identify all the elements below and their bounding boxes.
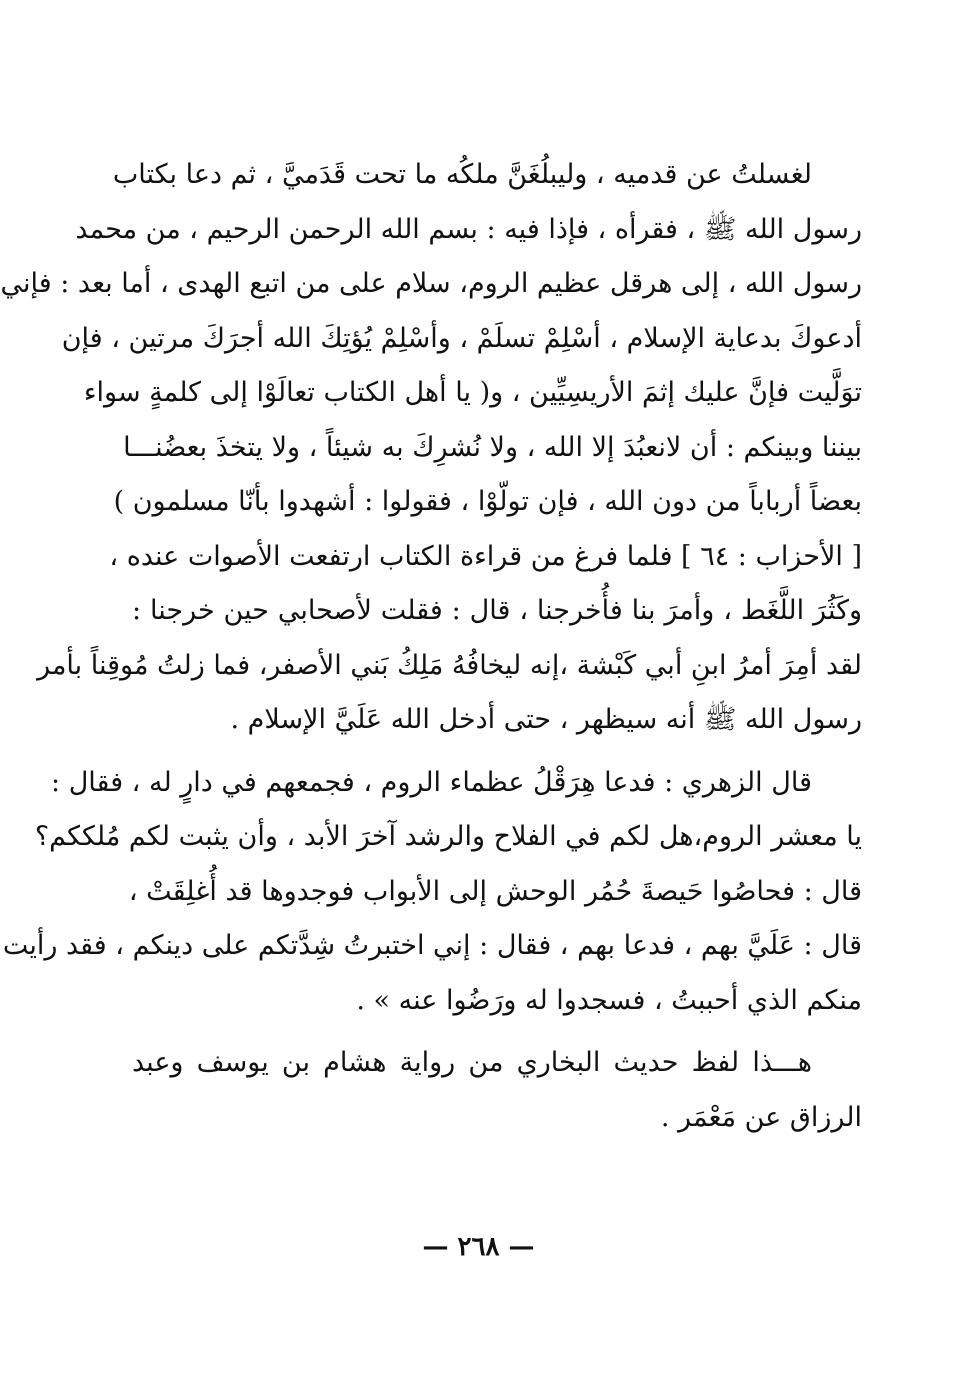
paragraph-letter-text <box>0 148 862 748</box>
text-line: توَلَّيت فإنَّ عليك إثمَ الأريسِيِّين ، و( يا أهل الكتاب تعالَوْا إلى كلمةٍ سواء <box>83 377 862 408</box>
text-line: يا معشر الروم،هل لكم في الفلاح والرشد آخرَ الأبد ، وأن يثبت لكم مُلككم؟ <box>34 821 862 852</box>
paragraph-gap <box>132 1028 862 1036</box>
text-line: قال الزهري : فدعا هِرَقْلُ عظماء الروم ، فجمعهم في دارٍ له ، فقال : <box>51 766 812 798</box>
text-line: الرزاق عن مَعْمَر . <box>660 1101 862 1133</box>
text-line: قال : فحاصُوا حَيصةَ حُمُر الوحش إلى الأبواب فوجدوها قد أُغلِقَتْ ، <box>128 875 862 907</box>
text-line: هـــذا لفظ حديث البخاري من رواية هشام بن يوسف وعبد <box>132 1047 812 1078</box>
text-line: لغسلتُ عن قدميه ، وليبلُغَنَّ ملكُه ما تحت قَدَميَّ ، ثم دعا بكتاب <box>112 159 812 190</box>
text-line: رسول الله ﷺ أنه سيظهر ، حتى أدخل الله عَلَيَّ الإسلام . <box>230 704 862 735</box>
text-line: بعضاً أرباباً من دون الله ، فإن تولّوْا ، فقولوا : أشهدوا بأنّا مسلمون ) <box>113 486 862 517</box>
text-line: رسول الله ﷺ ، فقرأه ، فإذا فيه : بسم الله الرحمن الرحيم ، من محمد <box>75 213 862 245</box>
text-line: وكَثُرَ اللَّغَط ، وأمرَ بنا فأُخرجنا ، قال : فقلت لأصحابي حين خرجنا : <box>132 595 862 626</box>
paragraph-source-note <box>132 1036 862 1145</box>
text-line: قال : عَلَيَّ بهم ، فدعا بهم ، فقال : إني اختبرتُ شِدَّتكم على دينكم ، فقد رأيت <box>2 930 862 961</box>
text-line: [ الأحزاب : ٦٤ ] فلما فرغ من قراءة الكتاب ارتفعت الأصوات عنده ، <box>109 540 862 572</box>
page-body <box>0 148 862 1145</box>
text-line: بيننا وبينكم : أن لانعبُدَ إلا الله ، ولا نُشرِكَ به شيئاً ، ولا يتخذَ بعضُنـــا <box>123 431 862 463</box>
text-line: أدعوكَ بدعاية الإسلام ، أسْلِمْ تسلَمْ ، وأسْلِمْ يُؤتِكَ الله أجرَكَ مرتين ، فإن <box>61 322 862 354</box>
paragraph-gap <box>132 748 862 756</box>
text-line: رسول الله ، إلى هرقل عظيم الروم، سلام على من اتبع الهدى ، أما بعد : فإني <box>0 268 862 299</box>
text-line: لقد أمِرَ أمرُ ابنِ أبي كَبْشة ،إنه ليخافُهُ مَلِكُ بَني الأصفر، فما زلتُ مُوقِناً بأمر <box>37 649 862 681</box>
paragraph-zuhri <box>2 756 862 1029</box>
text-line: منكم الذي أحببتُ ، فسجدوا له ورَضُوا عنه » . <box>356 984 862 1016</box>
page-number: — ٢٦٨ — <box>422 1232 535 1262</box>
